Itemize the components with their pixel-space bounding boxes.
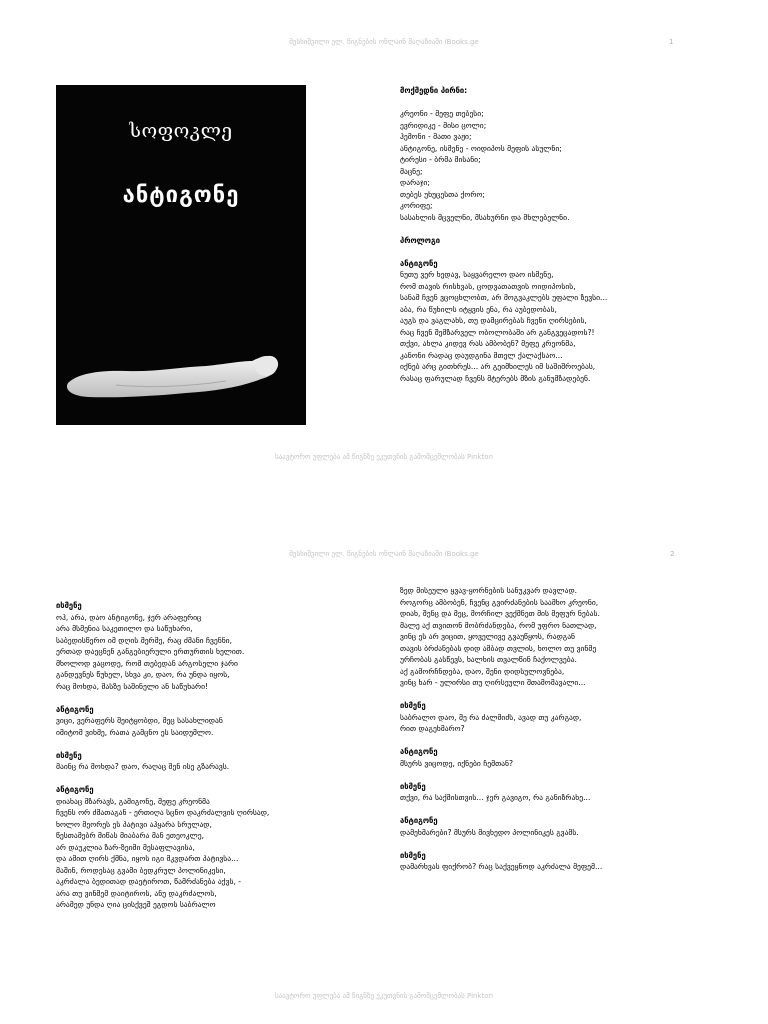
- speaker-label: მოქმედნი პირნი:: [400, 86, 468, 95]
- page-footer: საავტორო უფლება ამ წიგნზე ეკუთვნის გამომცემლობას Pinkton: [274, 992, 494, 1000]
- stanza-gap: [56, 692, 269, 704]
- text-line: მაინც რა მოხდა? დაო, რაღაც შენ ისე გზარავს.: [56, 762, 230, 771]
- text-line: რაც ჩვენ შემზარველ ობოლობაში არ განგვეცადოს?!: [400, 327, 595, 337]
- text-line: კანონი რადაც დაუდგინა მთელ ქალაქსაო...: [400, 350, 563, 360]
- text-line: იქნებ არც გითხრეს... არ გეიმხილეს იმ საშიშროებას,: [400, 362, 596, 371]
- stanza-gap: [56, 738, 269, 750]
- text-line: რასაც ფარულად ჩვენს მტერებს მზის განუმზადებენ.: [400, 373, 591, 383]
- page-number: 1: [669, 38, 674, 46]
- text-line: ევრიდიკე - მისი ცოლი;: [400, 120, 487, 130]
- speaker-label: პროლოგი: [400, 235, 440, 245]
- text-line: თქვი, ახლა კიდევ რას ამბობენ? მეფე კრეონმა,: [400, 339, 576, 348]
- page-header: მესხიშვილი ელ. წიგნების ონლაინ მაღაზიაში iBooks.ge: [289, 550, 479, 558]
- text-line: საბედისწერო იმ დღის მერმე, რაც ძმანი ჩვენნი,: [56, 635, 233, 645]
- text-line: არა თუ ვინმემ დაიტიროს, ანუ დაკრძალოს,: [56, 888, 217, 898]
- text-line: მსურს ვიცოდე, იქნები ჩემთან?: [400, 758, 514, 768]
- stanza-gap: [400, 769, 602, 781]
- text-line: თქვი, რა საქმისთვის... ჯერ გავიგო, რა განიზრახე...: [400, 793, 591, 802]
- page-footer: საავტორო უფლება ამ წიგნზე ეკუთვნის გამომცემლობას Pinkton: [274, 453, 494, 461]
- stanza-gap: [56, 773, 269, 785]
- speaker-label: ისმენე: [400, 781, 426, 791]
- speaker-label: ისმენე: [400, 850, 426, 860]
- text-line: ჰემონი - მათი ვაჟი;: [400, 132, 472, 141]
- stanza-gap: [400, 735, 602, 747]
- text-line: განდევნეს წუხელ, სხვა კი, დაო, რა უნდა იყოს,: [56, 670, 230, 679]
- text-line: რომ თავის რისხვას, ცოდვათათვის ოიდიპოსის,: [400, 281, 576, 291]
- page-number: 2: [670, 550, 675, 558]
- speaker-label: ისმენე: [56, 750, 82, 760]
- text-line: რაც მოხდა, მასზე საშინელი ან საწუხარი!: [56, 681, 209, 691]
- stanza-gap: [400, 223, 607, 235]
- stanza-gap: [400, 804, 602, 816]
- text-line: სანამ ჩვენ ვცოცხლობთ, არ მოგვაკლებს უფალი ზევსი...: [400, 293, 608, 302]
- page-2: [0, 512, 768, 1024]
- stanza-gap: [400, 838, 602, 850]
- text-line: არამედ უნდა ღია ცისქვეშ ეგდოს საბრალო: [56, 900, 216, 909]
- stanza-gap: [400, 97, 607, 109]
- book-cover: [56, 85, 306, 425]
- text-line: ურჩობას გასწევს, ხალხის თვალწინ ჩაქოლვება.: [400, 655, 577, 664]
- text-line: მხოლოდ ვაცოდე, რომ თებედან არგოსელი ჯარი: [56, 658, 238, 668]
- text-line: მაცნე;: [400, 166, 423, 176]
- cover-author: სოფოკლე: [129, 120, 233, 142]
- cast-and-prologue-text: [400, 85, 607, 384]
- text-line: ნუთუ ვერ ხედავ, საყვარელო დაო ისმენე,: [400, 270, 554, 279]
- text-line: დიახ, შენც და მეც, მორჩილ ვექმნეთ მის მეფურ ნებას.: [400, 609, 600, 618]
- text-line: აკრძალა ბედითად დაეტიროთ, წამრძანება აქვს, -: [56, 877, 242, 886]
- dialogue-column-left: [56, 600, 269, 911]
- text-line: საბრალო დაო, მე რა ძალმიძს, ავად თუ კარგად,: [400, 712, 582, 722]
- text-line: ჩვენს ორ ძმათაგან - ერთიღა სცნო დაკრძალვის ღირსად,: [56, 808, 270, 817]
- text-line: მაშინ, როდესაც გვამი ბედკრულ პოლინიკესი,: [56, 865, 226, 875]
- text-line: რით დაგეხმარო?: [400, 724, 465, 733]
- text-line: თებეს უხუცესთა ქორო;: [400, 189, 485, 199]
- text-line: დამარხვას ფიქრობ? რაც საქვეყნოდ აკრძალა მეფემ...: [400, 862, 603, 871]
- text-line: ვინც ხარ - ულირსი თუ ღირსეული შთამომავალი...: [400, 678, 586, 687]
- page-header: მესხიშვილი ელ. წიგნების ონლაინ მაღაზიაში iBooks.ge: [289, 38, 479, 46]
- dialogue-column-right: [400, 585, 602, 873]
- text-line: წესთამებრ მიწას მიაბარა მან ეთეოკლე,: [56, 831, 205, 840]
- text-line: და ამით ღირს ქმნა, იყოს იგი მკვდართ პატივსა...: [56, 854, 239, 863]
- text-line: ოჰ, არა, დაო ანტიგონე, ჯერ არაფერიც: [56, 612, 202, 622]
- text-line: არ დაუკლია ზარ-ზეიმი მესაფლავისა,: [56, 842, 195, 852]
- text-line: ანტიგონე, ისმენე - ოიდიპოს მეფის ასულნი;: [400, 143, 562, 153]
- text-line: აუგს და ვაგლახს, თუ დამცირებას ჩვენი ღირსების,: [400, 316, 587, 325]
- speaker-label: ანტიგონე: [56, 785, 94, 794]
- text-line: თავის ბრძანებას დიდ ამბად თვლის, ხოლო თუ ვინმე: [400, 643, 597, 653]
- stanza-gap: [400, 689, 602, 701]
- text-line: არა მსმენია საკეთილო და საწუხარი,: [56, 624, 193, 633]
- speaker-label: ანტიგონე: [400, 258, 438, 268]
- speaker-label: ისმენე: [400, 701, 426, 710]
- text-line: მალე აქ თვითონ მობრძანდება, რომ უფრო ნათლად,: [400, 620, 597, 630]
- speaker-label: ანტიგონე: [56, 704, 94, 714]
- text-line: ხოლო მეორეს ეს პატივი აჰყარა სრულად,: [56, 819, 212, 829]
- text-line: დარაჯი;: [400, 178, 430, 187]
- text-line: კრეონი - მეფე თებესი;: [400, 109, 484, 118]
- text-line: კორიფე;: [400, 201, 433, 210]
- reclining-statue-image: [56, 85, 306, 425]
- cover-title: ანტიგონე: [122, 183, 240, 208]
- speaker-label: ანტიგონე: [400, 747, 438, 756]
- speaker-label: ისმენე: [56, 601, 82, 610]
- text-line: იმიტომ ვიხმე, რათა გამცნო ეს საიდუმლო.: [56, 727, 214, 737]
- speaker-label: ანტიგონე: [400, 816, 438, 825]
- text-line: ვინც ეს არ ვიცით, ყოველივე გვაუწყოს, რადგან: [400, 632, 576, 641]
- text-line: ზედ მისეული ყვავ-ყორნების სანუკვარ დავლად.: [400, 586, 578, 595]
- text-line: ვიცი, ვერაფერს შეიტყობდი, მეც სასახლიდან: [56, 716, 223, 725]
- text-line: დიახაც მზარავს, გამიგონე, მეფე კრეონმა: [56, 796, 210, 806]
- text-line: ტირესი - ბრმა მისანი;: [400, 155, 481, 164]
- text-line: ერთად დაეცნენ განგებიერული ერთურთის ხელით.: [56, 647, 245, 656]
- text-line: აბა, რა წუხილს იტყვის ენა, რა აუბედობას,: [400, 304, 557, 314]
- text-line: როგორც ამბობენ, ჩვენც გვირძანების საამხო კრეონი,: [400, 597, 599, 607]
- text-line: სასახლის მცველნი, მსახურნი და მხლებელნი.: [400, 212, 570, 222]
- text-line: დამეხმარები? მსურს მივხედო პოლინიკეს გვამს.: [400, 827, 579, 837]
- text-line: აქ გამორჩნდება, დაო, შენი დიდსულოვნება,: [400, 666, 565, 676]
- stanza-gap: [400, 246, 607, 258]
